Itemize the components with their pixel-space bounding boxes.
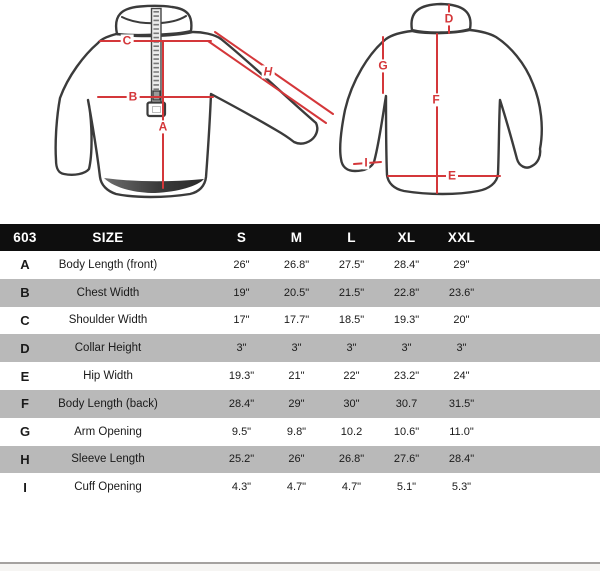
jacket-diagram-canvas	[0, 0, 600, 224]
bottom-edge	[0, 562, 600, 571]
size-value: 3"	[236, 342, 247, 355]
measurement-name: Arm Opening	[74, 425, 142, 438]
size-value: 26.8"	[283, 258, 310, 271]
size-value: 26"	[233, 258, 250, 271]
size-value: 3"	[456, 342, 467, 355]
measure-label-a: A	[158, 119, 168, 134]
size-value: 29"	[288, 397, 305, 410]
table-row	[0, 279, 600, 307]
row-letter: C	[20, 312, 30, 328]
measurement-name: Shoulder Width	[68, 314, 148, 327]
product-code: 603	[13, 230, 37, 245]
size-value: 31.5"	[448, 397, 475, 410]
size-value: 28.4"	[448, 453, 475, 466]
measure-label-g: G	[378, 58, 388, 73]
size-value: 5.1"	[396, 481, 417, 494]
size-value: 5.3"	[451, 481, 472, 494]
row-letter: I	[23, 479, 27, 495]
table-row	[0, 418, 600, 446]
size-value: 28.4"	[393, 258, 420, 271]
size-value: 28.4"	[228, 397, 255, 410]
measurement-name: Chest Width	[76, 286, 140, 299]
size-value: 10.6"	[393, 425, 420, 438]
size-value: 17"	[233, 314, 250, 327]
measure-label-e: E	[447, 168, 457, 183]
measure-label-d: D	[444, 11, 454, 26]
size-value: 10.2	[340, 425, 363, 438]
size-value: 9.5"	[231, 425, 252, 438]
size-value: 22"	[343, 370, 360, 383]
row-letter: F	[21, 396, 29, 412]
size-value: 3"	[401, 342, 412, 355]
size-column-header: SIZE	[92, 230, 124, 245]
size-value: 29"	[453, 258, 470, 271]
size-value: 19"	[233, 286, 250, 299]
table-body	[0, 251, 600, 501]
measure-label-i: I	[364, 155, 368, 170]
size-header-l: L	[347, 230, 356, 245]
size-header-xxl: XXL	[447, 230, 476, 245]
size-value: 4.3"	[231, 481, 252, 494]
size-value: 4.7"	[286, 481, 307, 494]
size-value: 19.3"	[393, 314, 420, 327]
size-value: 24"	[453, 370, 470, 383]
size-header-s: S	[236, 230, 247, 245]
row-letter: E	[20, 368, 30, 384]
size-value: 27.6"	[393, 453, 420, 466]
measurement-name: Cuff Opening	[74, 481, 142, 494]
table-row	[0, 473, 600, 501]
measure-label-h: H	[263, 64, 273, 79]
table-row	[0, 390, 600, 418]
size-value: 19.3"	[228, 370, 255, 383]
measure-label-b: B	[128, 89, 138, 104]
size-value: 21.5"	[338, 286, 365, 299]
table-row	[0, 307, 600, 335]
size-value: 11.0"	[449, 425, 474, 438]
size-value: 26.8"	[338, 453, 365, 466]
size-value: 23.2"	[393, 370, 420, 383]
table-row	[0, 446, 600, 474]
measurement-name: Body Length (front)	[58, 258, 158, 271]
size-value: 20.5"	[283, 286, 310, 299]
table-header-row	[0, 224, 600, 251]
size-value: 27.5"	[338, 258, 365, 271]
size-value: 23.6"	[448, 286, 475, 299]
size-value: 4.7"	[341, 481, 362, 494]
row-letter: D	[20, 340, 30, 356]
measure-label-f: F	[432, 92, 440, 107]
jacket-diagrams	[0, 0, 600, 224]
size-value: 3"	[346, 342, 357, 355]
table-row	[0, 362, 600, 390]
size-value: 9.8"	[286, 425, 307, 438]
row-letter: B	[20, 285, 30, 301]
table-row	[0, 334, 600, 362]
size-value: 3"	[291, 342, 302, 355]
size-value: 20"	[453, 314, 470, 327]
front-jacket-drawing	[56, 6, 318, 197]
row-letter: G	[19, 424, 31, 440]
size-value: 26"	[288, 453, 305, 466]
size-value: 30"	[343, 397, 360, 410]
measurement-name: Sleeve Length	[71, 453, 145, 466]
measurement-name: Collar Height	[74, 342, 142, 355]
size-header-xl: XL	[397, 230, 416, 245]
size-table	[0, 224, 600, 501]
row-letter: H	[20, 451, 30, 467]
size-value: 25.2"	[228, 453, 255, 466]
measurement-name: Hip Width	[83, 370, 133, 383]
row-letter: A	[20, 257, 30, 273]
size-header-m: M	[290, 230, 303, 245]
size-value: 30.7	[395, 397, 418, 410]
zipper-slider	[153, 91, 160, 100]
size-value: 17.7"	[283, 314, 310, 327]
size-value: 21"	[288, 370, 305, 383]
table-row	[0, 251, 600, 279]
size-value: 18.5"	[338, 314, 365, 327]
measure-label-c: C	[122, 33, 132, 48]
size-value: 22.8"	[393, 286, 420, 299]
measurement-name: Body Length (back)	[58, 397, 158, 410]
